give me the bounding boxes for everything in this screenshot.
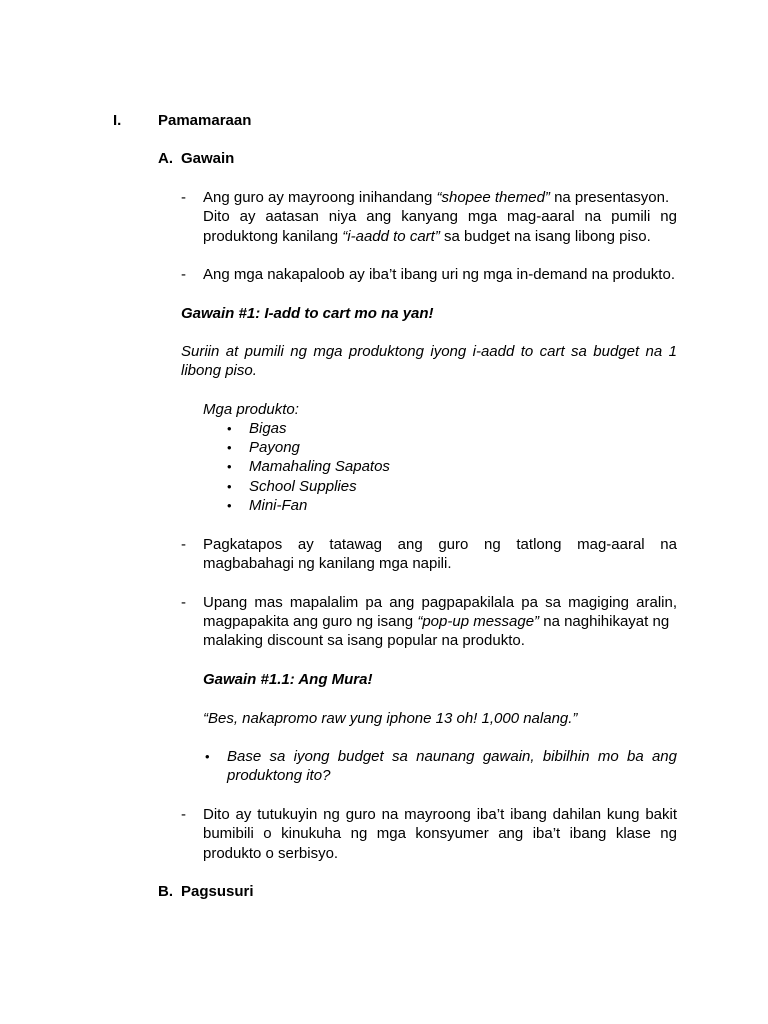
question-line-2: produktong ito?	[227, 767, 331, 784]
bullet-icon: •	[227, 498, 232, 513]
dash-marker: -	[181, 806, 186, 823]
p1-text: sa budget na isang libong piso.	[439, 228, 651, 245]
p1-text: produktong kanilang	[203, 228, 343, 245]
p4-emphasis: “pop-up message”	[417, 613, 540, 630]
bullet-icon: •	[205, 749, 210, 764]
p4-text: na naghihikayat ng	[539, 613, 670, 630]
p1-text: na presentasyon.	[549, 189, 670, 206]
p3-line-2: magbabahagi ng kanilang mga napili.	[203, 555, 452, 572]
products-label: Mga produkto:	[203, 401, 299, 418]
p1-emphasis: “i-aadd to cart”	[342, 228, 440, 245]
product-item: School Supplies	[249, 478, 357, 495]
subsection-b-letter: B.	[158, 883, 173, 900]
bullet-icon: •	[227, 421, 232, 436]
p1-line-2: Dito ay aatasan niya ang kanyang mga mag-aaral na pumili ng	[203, 208, 677, 225]
product-item: Payong	[249, 439, 300, 456]
activity-1-title: Gawain #1: I-add to cart mo na yan!	[181, 305, 434, 322]
question-line-1: Base sa iyong budget sa naunang gawain, bibilhin mo ba ang	[227, 748, 677, 765]
bullet-icon: •	[227, 440, 232, 455]
p1-emphasis: “shopee themed”	[436, 189, 550, 206]
p4-line-2	[203, 613, 669, 630]
p3-line-1: Pagkatapos ay tatawag ang guro ng tatlong mag-aaral na	[203, 536, 677, 553]
p4-line-1: Upang mas mapalalim pa ang pagpapakilala pa sa magiging aralin,	[203, 594, 677, 611]
section-title: Pamamaraan	[158, 112, 252, 129]
p1-line-1	[203, 189, 669, 206]
subsection-a-title: Gawain	[181, 150, 235, 167]
p5-line-1: Dito ay tutukuyin ng guro na mayroong iba’t ibang dahilan kung bakit	[203, 806, 677, 823]
p2-line: Ang mga nakapaloob ay iba’t ibang uri ng mga in-demand na produkto.	[203, 266, 675, 283]
p1-text: Ang guro ay mayroong inihandang	[203, 189, 437, 206]
product-item: Mini-Fan	[249, 497, 308, 514]
subsection-a-letter: A.	[158, 150, 173, 167]
promo-quote: “Bes, nakapromo raw yung iphone 13 oh! 1,000 nalang.”	[203, 710, 578, 727]
dash-marker: -	[181, 594, 186, 611]
dash-marker: -	[181, 536, 186, 553]
product-item: Bigas	[249, 420, 287, 437]
bullet-icon: •	[227, 459, 232, 474]
dash-marker: -	[181, 266, 186, 283]
subsection-b-title: Pagsusuri	[181, 883, 254, 900]
p5-line-3: produkto o serbisyo.	[203, 845, 339, 862]
p5-line-2: bumibili o kinukuha ng mga konsyumer ang iba’t ibang klase ng	[203, 825, 677, 842]
p1-line-3	[203, 228, 651, 245]
activity-1-1-title: Gawain #1.1: Ang Mura!	[203, 671, 373, 688]
activity-1-instruction-line-2: libong piso.	[181, 362, 257, 379]
product-item: Mamahaling Sapatos	[249, 458, 390, 475]
p4-line-3: malaking discount sa isang popular na produkto.	[203, 632, 525, 649]
bullet-icon: •	[227, 479, 232, 494]
activity-1-instruction-line-1: Suriin at pumili ng mga produktong iyong i-aadd to cart sa budget na 1	[181, 343, 677, 360]
section-numeral: I.	[113, 112, 122, 129]
p4-text: magpapakita ang guro ng isang	[203, 613, 418, 630]
dash-marker: -	[181, 189, 186, 206]
